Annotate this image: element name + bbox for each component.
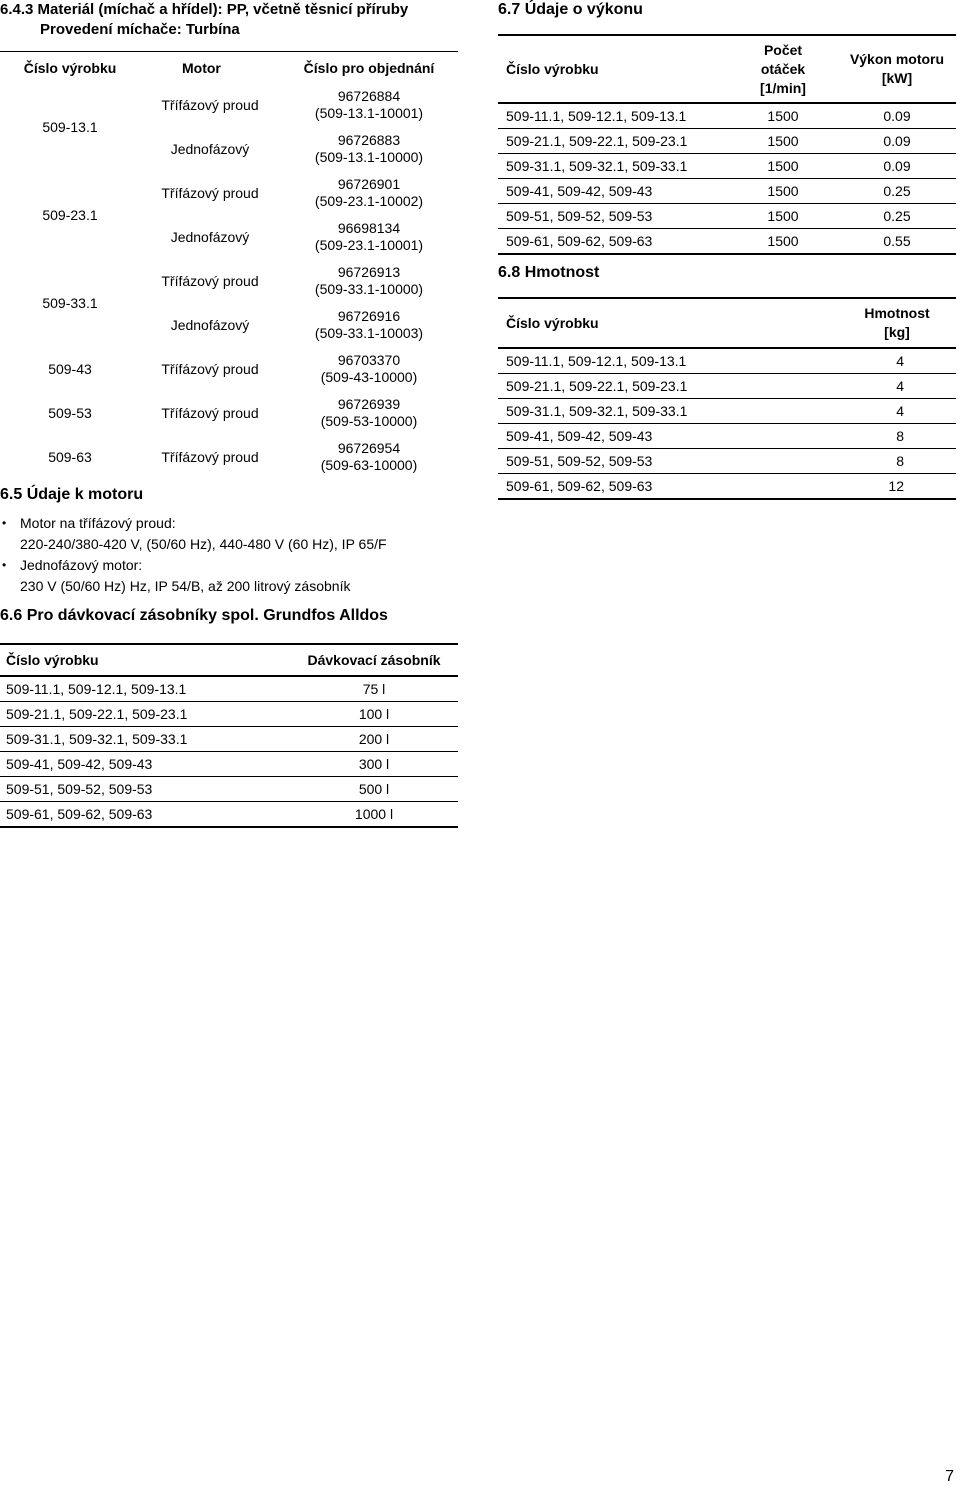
product-cell: 509-43 bbox=[48, 361, 92, 377]
order-cell: 96726883 (509-13.1-10000) bbox=[314, 132, 424, 165]
table-row: 509-31.1, 509-32.1, 509-33.1 1500 0.09 bbox=[498, 154, 956, 179]
table-row bbox=[0, 83, 458, 127]
col-header-product: Číslo výrobku bbox=[23, 60, 117, 76]
order-cell: 96726884 (509-13.1-10001) bbox=[314, 88, 424, 121]
table-row bbox=[0, 259, 458, 303]
motor-cell: Třífázový proud bbox=[161, 405, 259, 421]
table-row: 509-31.1, 509-32.1, 509-33.1 200 l bbox=[0, 727, 458, 752]
table-row: 509-61, 509-62, 509-63 1500 0.55 bbox=[498, 229, 956, 255]
motor-cell: Třífázový proud bbox=[161, 273, 259, 289]
section-67-title: 6.7 Údaje o výkonu bbox=[498, 1, 643, 18]
section-68-title: 6.8 Hmotnost bbox=[498, 264, 600, 281]
col-header-product: Číslo výrobku bbox=[498, 298, 838, 348]
weight-table bbox=[498, 297, 956, 500]
table-row: 509-31.1, 509-32.1, 509-33.1 4 bbox=[498, 399, 956, 424]
col-header-speed: Počet otáček [1/min] bbox=[728, 35, 838, 103]
table-row bbox=[0, 347, 458, 391]
table-row: 509-21.1, 509-22.1, 509-23.1 100 l bbox=[0, 702, 458, 727]
col-header-power: Výkon motoru [kW] bbox=[838, 35, 956, 103]
section-643-title-line1: 6.4.3 Materiál (míchač a hřídel): PP, včetně těsnicí příruby bbox=[0, 1, 409, 18]
col-header-product: Číslo výrobku bbox=[0, 644, 290, 676]
product-cell: 509-23.1 bbox=[42, 207, 98, 223]
table-row: 509-11.1, 509-12.1, 509-13.1 1500 0.09 bbox=[498, 103, 956, 129]
order-cell: 96726913 (509-33.1-10000) bbox=[314, 264, 424, 297]
table-row: 509-11.1, 509-12.1, 509-13.1 75 l bbox=[0, 676, 458, 702]
dosing-tank-table bbox=[0, 643, 458, 828]
table-row: 509-51, 509-52, 509-53 1500 0.25 bbox=[498, 204, 956, 229]
order-cell: 96703370 (509-43-10000) bbox=[320, 352, 418, 385]
table-row: 509-41, 509-42, 509-43 1500 0.25 bbox=[498, 179, 956, 204]
table-row: 509-21.1, 509-22.1, 509-23.1 4 bbox=[498, 374, 956, 399]
motor-cell: Třífázový proud bbox=[161, 185, 259, 201]
table-row: 509-61, 509-62, 509-63 12 bbox=[498, 474, 956, 500]
table-row bbox=[0, 171, 458, 215]
col-header-weight: Hmotnost [kg] bbox=[838, 298, 956, 348]
product-cell: 509-13.1 bbox=[42, 119, 98, 135]
motor-cell: Jednofázový bbox=[170, 141, 250, 157]
table-row: 509-11.1, 509-12.1, 509-13.1 4 bbox=[498, 348, 956, 374]
table-row bbox=[0, 391, 458, 435]
table-row bbox=[0, 435, 458, 479]
divider bbox=[0, 51, 458, 52]
table-row: 509-41, 509-42, 509-43 300 l bbox=[0, 752, 458, 777]
section-643-title-line2: Provedení míchače: Turbína bbox=[40, 21, 240, 38]
product-cell: 509-33.1 bbox=[42, 295, 98, 311]
section-65-title: 6.5 Údaje k motoru bbox=[0, 486, 144, 503]
list-item: • Jednofázový motor: 230 V (50/60 Hz) Hz, IP 54/B, až 200 litrový zásobník bbox=[0, 555, 460, 597]
motor-cell: Jednofázový bbox=[170, 229, 250, 245]
order-cell: 96726901 (509-23.1-10002) bbox=[314, 176, 424, 209]
motor-spec-list bbox=[0, 513, 460, 597]
table-row: 509-41, 509-42, 509-43 8 bbox=[498, 424, 956, 449]
order-cell: 96726939 (509-53-10000) bbox=[320, 396, 418, 429]
section-643-title bbox=[0, 0, 408, 40]
performance-table bbox=[498, 34, 956, 255]
product-cell: 509-63 bbox=[48, 449, 92, 465]
motor-cell: Třífázový proud bbox=[161, 97, 259, 113]
motor-cell: Třífázový proud bbox=[161, 449, 259, 465]
col-header-motor: Motor bbox=[182, 60, 221, 76]
col-header-tank: Dávkovací zásobník bbox=[290, 644, 458, 676]
table-row: 509-51, 509-52, 509-53 500 l bbox=[0, 777, 458, 802]
order-cell: 96726916 (509-33.1-10003) bbox=[314, 308, 424, 341]
order-cell: 96698134 (509-23.1-10001) bbox=[314, 220, 424, 253]
page-number: 7 bbox=[945, 1468, 954, 1485]
motor-order-table bbox=[0, 53, 458, 479]
col-header-order: Číslo pro objednání bbox=[303, 60, 435, 76]
list-item: • Motor na třífázový proud: 220-240/380-420 V, (50/60 Hz), 440-480 V (60 Hz), IP 65/F bbox=[0, 513, 460, 555]
table-row: 509-21.1, 509-22.1, 509-23.1 1500 0.09 bbox=[498, 129, 956, 154]
col-header-product: Číslo výrobku bbox=[498, 35, 728, 103]
product-cell: 509-53 bbox=[48, 405, 92, 421]
motor-cell: Třífázový proud bbox=[161, 361, 259, 377]
table-row: 509-51, 509-52, 509-53 8 bbox=[498, 449, 956, 474]
motor-cell: Jednofázový bbox=[170, 317, 250, 333]
order-cell: 96726954 (509-63-10000) bbox=[320, 440, 418, 473]
section-66-title: 6.6 Pro dávkovací zásobníky spol. Grundfos Alldos bbox=[0, 607, 388, 624]
table-row: 509-61, 509-62, 509-63 1000 l bbox=[0, 802, 458, 828]
